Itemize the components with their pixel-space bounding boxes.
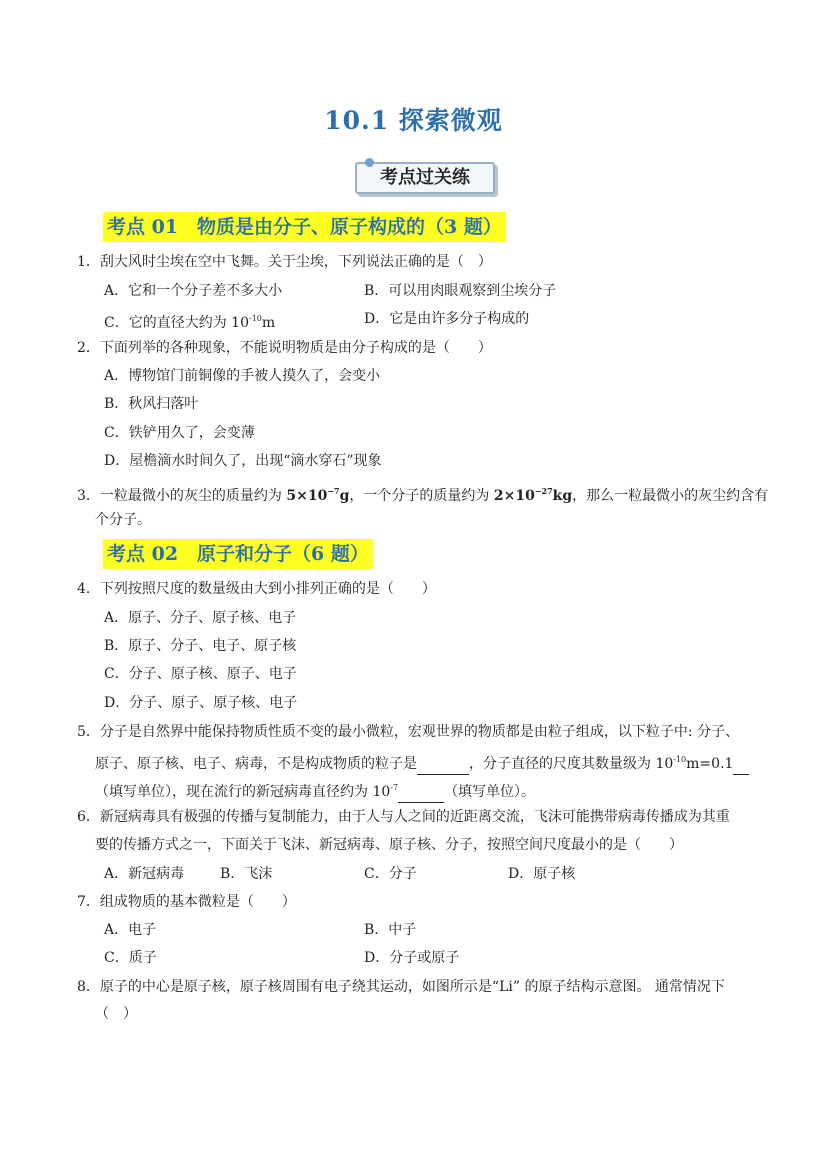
question-3-text-c: ，那么一粒最微小的灰尘约含有: [572, 488, 769, 504]
question-5-line-2-text-b: ，分子直径的尺度其数量级为 10: [469, 756, 674, 772]
question-5-line-3: [95, 778, 535, 803]
question-4-option-a: A．原子、分子、原子核、电子: [104, 610, 297, 626]
question-4-option-d: D．分子、原子、原子核、电子: [104, 695, 298, 711]
badge-label: 考点过关练: [380, 167, 470, 188]
question-2-option-a: A．博物馆门前铜像的手被人摸久了，会变小: [104, 368, 381, 384]
question-3-mass-2-base: 2×10: [493, 488, 535, 504]
question-6-line-2: 要的传播方式之一，下面关于飞沫、新冠病毒、原子核、分子，按照空间尺度最小的是（ ）: [95, 837, 683, 853]
question-7-option-d: D．分子或原子: [364, 950, 460, 966]
section-heading-02: 考点 02 原子和分子（6 题）: [103, 539, 373, 569]
answer-blank-1[interactable]: [417, 754, 469, 775]
question-1-option-a: A．它和一个分子差不多大小: [104, 283, 283, 299]
question-1-option-c-text: C．它的直径大约为 10: [104, 315, 249, 331]
question-7-option-c: C．质子: [104, 950, 157, 966]
question-6-line-1: 6．新冠病毒具有极强的传播与复制能力，由于人与人之间的近距离交流，飞沫可能携带病毒传播成为其重: [77, 809, 730, 825]
question-8-line-2: （ ）: [95, 1006, 137, 1022]
question-1-option-d: D．它是由许多分子构成的: [364, 311, 530, 327]
question-5-line-2-text-c: m=0.1: [686, 756, 734, 772]
question-3-text-a: 3．一粒最微小的灰尘的质量约为: [77, 488, 287, 504]
page-title: 10.1 探索微观: [324, 106, 503, 135]
question-6-option-d: D．原子核: [508, 866, 576, 882]
question-2-option-d: D．屋檐滴水时间久了，出现“滴水穿石”现象: [104, 453, 382, 469]
answer-blank-3[interactable]: [398, 782, 444, 803]
question-2-option-c: C．铁铲用久了，会变薄: [104, 425, 255, 441]
question-5-line-2: [95, 750, 749, 775]
question-6-option-c: C．分子: [364, 866, 417, 882]
answer-blank-2[interactable]: [733, 754, 749, 775]
question-5-exponent-2: -7: [390, 783, 399, 792]
question-7-stem: 7．组成物质的基本微粒是（ ）: [77, 894, 296, 910]
question-4-stem: 4．下列按照尺度的数量级由大到小排列正确的是（ ）: [77, 581, 436, 597]
question-7-option-b: B．中子: [364, 922, 417, 938]
question-5-line-3-text-b: （填写单位）。: [444, 784, 536, 800]
question-3-mass-2-exponent: −27: [534, 486, 553, 496]
question-4-option-c: C．分子、原子核、原子、电子: [104, 666, 297, 682]
section-heading-01: 考点 01 物质是由分子、原子构成的（3 题）: [103, 212, 506, 242]
question-3-stem-line-2: 个分子。: [95, 512, 151, 528]
question-6-option-b: B．飞沫: [220, 866, 273, 882]
question-5-line-2-text-a: 原子、原子核、电子、病毒，不是构成物质的粒子是: [95, 756, 417, 772]
question-1-option-c-unit: m: [261, 315, 276, 331]
question-2-stem: 2．下面列举的各种现象，不能说明物质是由分子构成的是（ ）: [77, 340, 492, 356]
question-3-stem: [77, 481, 768, 506]
question-8-line-1: 8．原子的中心是原子核，原子核周围有电子绕其运动，如图所示是“Li” 的原子结构示意图。 通常情况下: [77, 979, 725, 995]
question-7-option-a: A．电子: [104, 922, 157, 938]
question-6-option-a: A．新冠病毒: [104, 866, 185, 882]
question-3-text-b: ，一个分子的质量约为: [349, 488, 494, 504]
question-1-option-c: [104, 309, 275, 333]
question-3-mass-1-base: 5×10: [286, 488, 328, 504]
question-1-option-c-exponent: -10: [248, 314, 262, 323]
section-badge: [355, 158, 497, 196]
question-1-stem: 1．刮大风时尘埃在空中飞舞。关于尘埃，下列说法正确的是（ ）: [77, 254, 492, 270]
question-1-option-b: B．可以用肉眼观察到尘埃分子: [364, 283, 557, 299]
question-3-mass-2: [494, 488, 572, 504]
question-3-mass-1: [286, 488, 349, 504]
question-5-line-1: 5．分子是自然界中能保持物质性质不变的最小微粒，宏观世界的物质都是由粒子组成，以下粒子中: 分子、: [77, 724, 740, 740]
question-5-line-3-text-a: （填写单位），现在流行的新冠病毒直径约为 10: [95, 784, 391, 800]
question-3-mass-1-exponent: −7: [327, 486, 340, 496]
question-2-option-b: B．秋风扫落叶: [104, 396, 199, 412]
question-3-mass-2-unit: kg: [552, 488, 573, 504]
question-3-mass-1-unit: g: [339, 488, 350, 504]
question-4-option-b: B．原子、分子、电子、原子核: [104, 638, 297, 654]
question-5-exponent-1: -10: [673, 755, 687, 764]
